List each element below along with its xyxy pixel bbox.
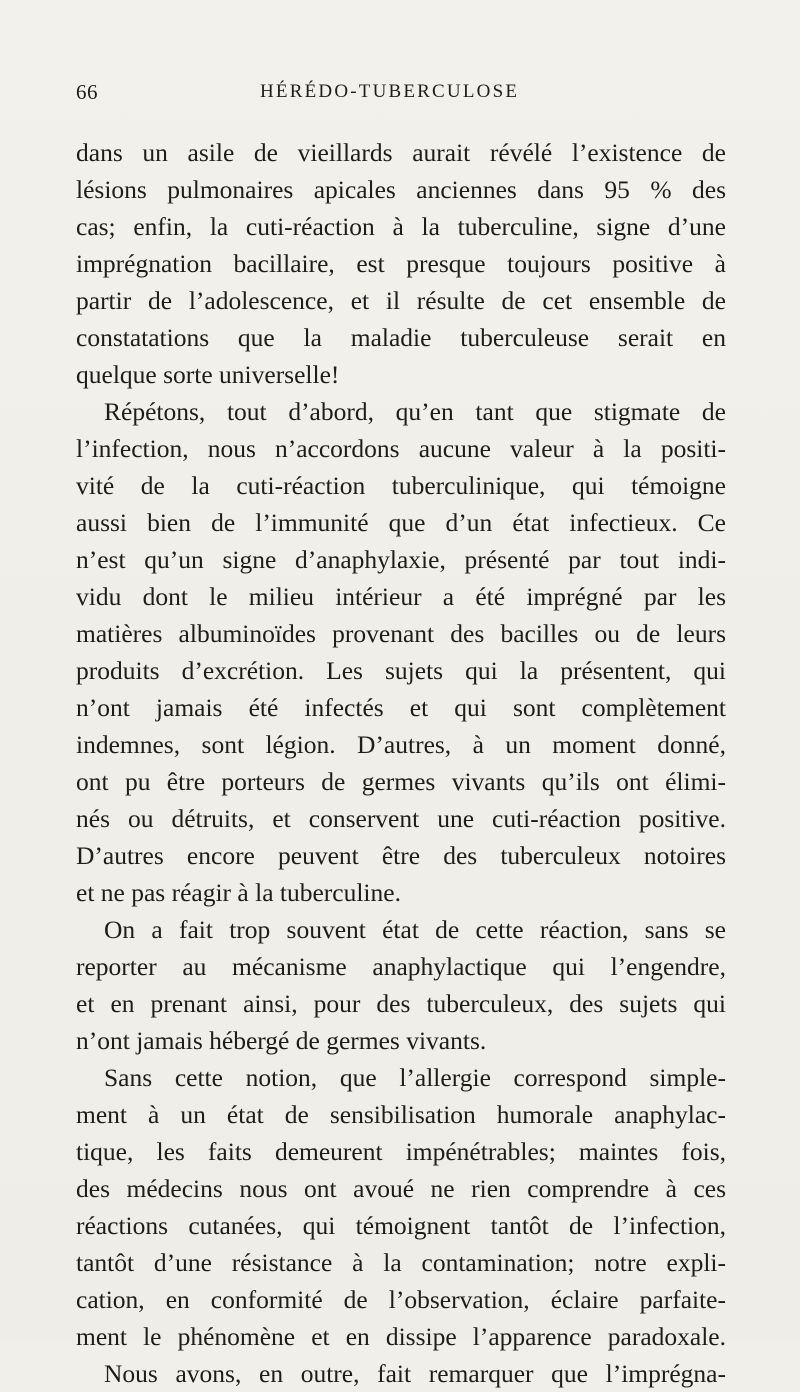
text-line: l’infection, nous n’accordons aucune valeur à la positi- bbox=[76, 434, 726, 463]
text-line: et ne pas réagir à la tuberculine. bbox=[76, 878, 401, 907]
text-line: Répétons, tout d’abord, qu’en tant que stigmate de bbox=[104, 397, 726, 426]
text-line: partir de l’adolescence, et il résulte de cet ensemble de bbox=[76, 286, 726, 315]
text-line: constatations que la maladie tuberculeuse serait en bbox=[76, 323, 726, 352]
text-line: ment le phénomène et en dissipe l’apparence paradoxale. bbox=[76, 1322, 726, 1351]
text-line: Nous avons, en outre, fait remarquer que l’imprégna- bbox=[104, 1359, 726, 1388]
text-line: matières albuminoïdes provenant des bacilles ou de leurs bbox=[76, 619, 726, 648]
text-line: tique, les faits demeurent impénétrables; maintes fois, bbox=[76, 1137, 726, 1166]
text-line: et en prenant ainsi, pour des tuberculeux, des sujets qui bbox=[76, 989, 726, 1018]
running-head bbox=[76, 80, 726, 110]
text-line: ont pu être porteurs de germes vivants qu’ils ont élimi- bbox=[76, 767, 726, 796]
text-line: n’ont jamais été infectés et qui sont complètement bbox=[76, 693, 726, 722]
text-line: réactions cutanées, qui témoignent tantôt de l’infection, bbox=[76, 1211, 726, 1240]
text-line: indemnes, sont légion. D’autres, à un moment donné, bbox=[76, 730, 726, 759]
text-line: tantôt d’une résistance à la contamination; notre expli- bbox=[76, 1248, 726, 1277]
text-line: n’ont jamais hébergé de germes vivants. bbox=[76, 1026, 487, 1055]
running-title: HÉRÉDO-TUBERCULOSE bbox=[260, 81, 520, 102]
text-line: des médecins nous ont avoué ne rien comprendre à ces bbox=[76, 1174, 726, 1203]
body-text bbox=[76, 134, 726, 1392]
page-number: 66 bbox=[76, 80, 98, 104]
text-line: Sans cette notion, que l’allergie correspond simple- bbox=[104, 1063, 726, 1092]
text-line: dans un asile de vieillards aurait révélé l’existence de bbox=[76, 138, 726, 167]
text-line: D’autres encore peuvent être des tuberculeux notoires bbox=[76, 841, 726, 870]
text-line: aussi bien de l’immunité que d’un état infectieux. Ce bbox=[76, 508, 726, 537]
text-line: quelque sorte universelle! bbox=[76, 360, 340, 389]
text-line: imprégnation bacillaire, est presque toujours positive à bbox=[76, 249, 726, 278]
text-line: vidu dont le milieu intérieur a été imprégné par les bbox=[76, 582, 726, 611]
text-line: ment à un état de sensibilisation humorale anaphylac- bbox=[76, 1100, 726, 1129]
text-line: produits d’excrétion. Les sujets qui la présentent, qui bbox=[76, 656, 726, 685]
text-line: reporter au mécanisme anaphylactique qui l’engendre, bbox=[76, 952, 726, 981]
text-line: cas; enfin, la cuti-réaction à la tuberculine, signe d’une bbox=[76, 212, 726, 241]
text-line: nés ou détruits, et conservent une cuti-réaction positive. bbox=[76, 804, 726, 833]
text-line: lésions pulmonaires apicales anciennes dans 95 % des bbox=[76, 175, 726, 204]
text-line: vité de la cuti-réaction tuberculinique, qui témoigne bbox=[76, 471, 726, 500]
text-line: cation, en conformité de l’observation, éclaire parfaite- bbox=[76, 1285, 726, 1314]
text-line: n’est qu’un signe d’anaphylaxie, présenté par tout indi- bbox=[76, 545, 726, 574]
text-line: On a fait trop souvent état de cette réaction, sans se bbox=[104, 915, 726, 944]
